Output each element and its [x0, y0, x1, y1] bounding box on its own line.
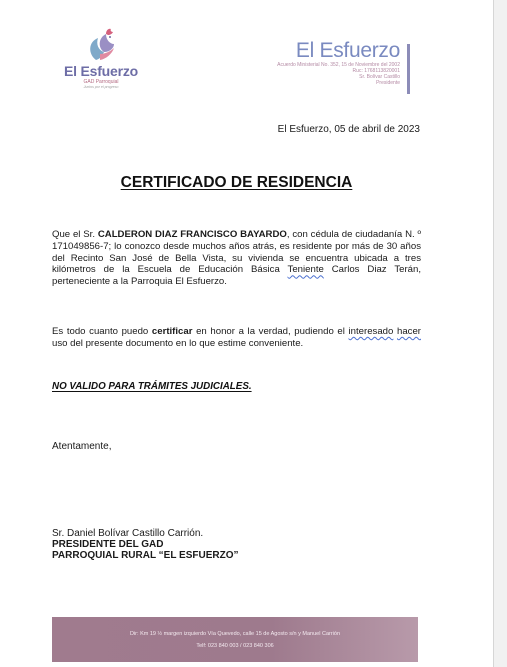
document-title-text: CERTIFICADO DE RESIDENCIA — [120, 174, 353, 191]
right-header-lines — [230, 62, 400, 86]
paragraph-text: en honor a la verdad, pudiendo el — [192, 326, 349, 337]
paragraph-text: Que el Sr. — [52, 229, 98, 240]
right-header-title: El Esfuerzo — [295, 39, 400, 62]
paragraph-text: uso del presente documento en lo que estime conveniente. — [52, 337, 304, 349]
right-header-line: Acuerdo Ministerial No. 352, 15 de Noviembre del 2002 — [277, 62, 400, 68]
signature-block — [52, 528, 239, 561]
left-logo-tagline: Juntos por el progreso — [83, 85, 119, 89]
document-title — [0, 174, 473, 192]
signer-institution: PARROQUIAL RURAL “EL ESFUERZO” — [52, 550, 239, 561]
left-logo — [60, 26, 142, 90]
right-header-line: Sr. Bolívar Castillo — [359, 74, 400, 80]
signer-role: PRESIDENTE DEL GAD — [52, 539, 164, 550]
left-logo-name: El Esfuerzo — [63, 63, 139, 79]
resident-name: CALDERON DIAZ FRANCISCO BAYARDO — [97, 229, 287, 240]
spellcheck-flagged-word[interactable]: Teniente — [287, 264, 324, 276]
right-header-block — [240, 40, 410, 96]
signer-name: Sr. Daniel Bolívar Castillo Carrión. — [52, 528, 204, 539]
footer-address: Dir: Km 19 ½ margen izquierdo Vía Quevedo, calle 15 de Agosto s/n y Manuel Carrión — [129, 631, 341, 637]
bold-word: certificar — [151, 326, 193, 337]
closing-salutation: Atentamente, — [52, 441, 112, 452]
spellcheck-flagged-word[interactable]: interesado — [348, 326, 394, 337]
paragraph-certify — [52, 326, 421, 350]
right-header-line: Ruc: 1768113820001 — [352, 68, 400, 74]
document-date: El Esfuerzo, 05 de abril de 2023 — [277, 124, 420, 135]
not-valid-notice: NO VALIDO PARA TRÁMITES JUDICIALES. — [52, 381, 252, 392]
paragraph-residence — [52, 229, 421, 288]
footer-phones: Telf: 023 840 003 / 023 840 306 — [196, 643, 274, 649]
spellcheck-flagged-word[interactable]: hacer — [397, 326, 421, 337]
vertical-scrollbar[interactable] — [493, 0, 507, 667]
right-header-bar — [407, 44, 410, 94]
footer-band — [52, 617, 418, 662]
right-header-line: Presidente — [376, 80, 400, 86]
paragraph-text: Carlos Diaz Terán, perteneciente a la Parroquia El Esfuerzo. — [52, 264, 421, 288]
paragraph-text: Es todo cuanto puedo — [52, 326, 152, 337]
rooster-logo-icon — [84, 26, 120, 62]
paragraph-text: , con cédula de ciudadanía N. º 171049856-7; lo conozco desde muchos años atrás, es residente por más de 30 años del Recinto San José de Bella Vista, su vivienda se encuentra ubicada a tres kilómetros de la Escuela de Educación Básica — [52, 229, 422, 276]
left-logo-subtitle: GAD Parroquial — [83, 79, 119, 85]
